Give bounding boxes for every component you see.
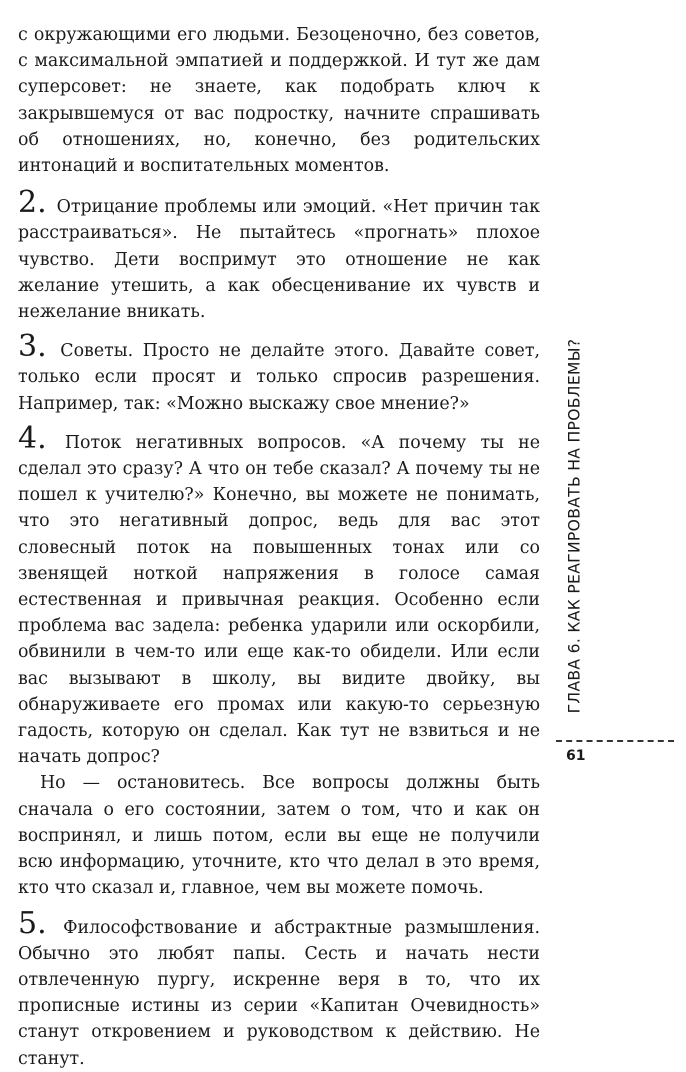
list-item-4-continuation: Но — остановитесь. Все вопросы должны быть сначала о его состоянии, затем о том, что и как он воспринял, и лишь потом, если вы еще не получили всю информацию, уточните, кто что делал в это время, кто что сказал и, главное, чем вы можете помочь. bbox=[18, 773, 540, 899]
item-number: 5. bbox=[18, 905, 47, 941]
chapter-title: ГЛАВА 6. КАК РЕАГИРОВАТЬ НА ПРОБЛЕМЫ? bbox=[565, 338, 583, 714]
chapter-running-header bbox=[558, 326, 590, 726]
list-item-3 bbox=[18, 329, 540, 417]
intro-paragraph: с окружающими его людьми. Безоценочно, без советов, с максимальной эмпатией и поддержкой. И тут же дам суперсовет: не знаете, как подобрать ключ к закрывшемуся от вас подростку, начните спрашивать об отношениях, но, конечно, без родительских интонаций и воспитательных моментов. bbox=[18, 25, 540, 177]
page-number: 61 bbox=[566, 748, 586, 764]
list-item-2 bbox=[18, 185, 540, 325]
item-text: Философствование и абстрактные размышления. Обычно это любят папы. Сесть и начать нести отвлеченную пургу, искренне веря в то, что их прописные истины из серии «Капитан Очевидность» станут откровением и руководством к действию. Не станут. bbox=[18, 917, 541, 1069]
list-item-4 bbox=[18, 420, 540, 771]
item-number: 2. bbox=[18, 185, 47, 221]
item-text: Советы. Просто не делайте этого. Давайте совет, только если просят и только спросив разрешения. Например, так: «Можно выскажу свое мнение?» bbox=[18, 341, 540, 414]
item-text: Поток негативных вопросов. «А почему ты не сделал это сразу? А что он тебе сказал? А почему ты не пошел к учителю?» Конечно, вы можете не понимать, что это негативный допрос, ведь для вас этот словесный поток на повышенных тонах или со звенящей ноткой напряжения в голосе самая естественная и привычная реакция. Особенно если проблема вас задела: ребенка ударили или оскорбили, обвинили в чем-то или еще как-то обидели. Или если вас вызывают в школу, вы видите двойку, вы обнаруживаете его промах или какую-то серьезную гадость, которую он сделал. Как тут не взвиться и не начать допрос? bbox=[18, 432, 540, 768]
page-number-divider bbox=[556, 740, 674, 742]
item-number: 3. bbox=[18, 329, 47, 365]
list-item-5 bbox=[18, 905, 541, 1072]
item-text: Отрицание проблемы или эмоций. «Нет причин так расстраиваться». Не пытайтесь «прогнать» плохое чувство. Дети воспримут это отношение не как желание утешить, а как обесценивание их чувств и нежелание вникать. bbox=[18, 197, 540, 323]
item-number: 4. bbox=[18, 420, 47, 456]
main-text bbox=[18, 22, 540, 1072]
